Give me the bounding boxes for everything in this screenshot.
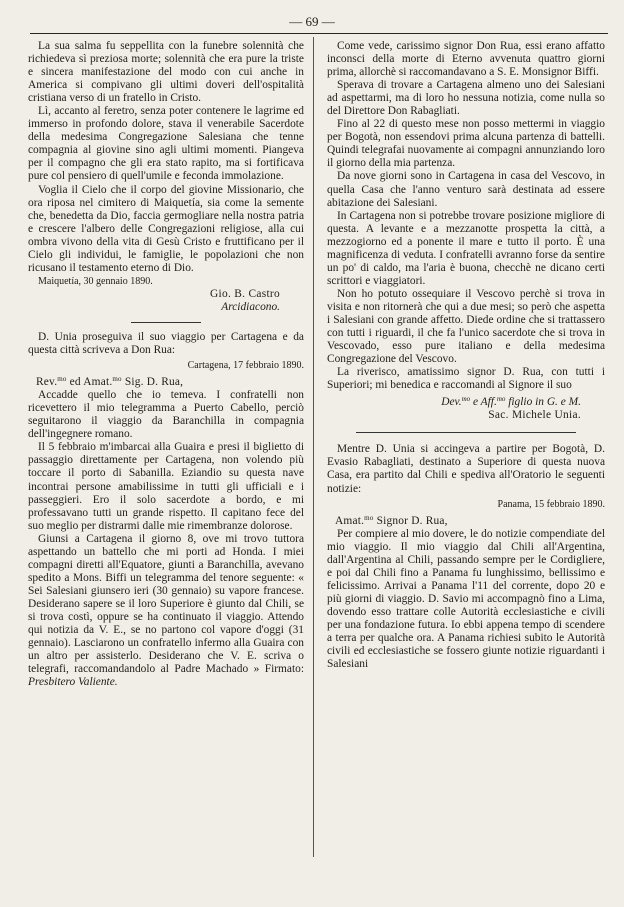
signature-closing: Dev.$^{mo}$ e Aff.$^{mo}$ figlio in G. e M. [441,395,581,409]
signature-name: Sac. Michele Unia. [488,409,581,422]
paragraph: La sua salma fu seppellita con la funebre solennità che richiedeva sì preziosa morte; solennità che era pure la triste e sincera manifestazione del modo con cui anche in America si compivano gli ultimi doveri dell'ospitalità cristiana verso di un fratello in Cristo. [28,40,304,105]
section-separator [131,322,201,323]
page-number: — 69 — [289,14,335,29]
telegram-signature: Presbitero Valiente. [28,676,118,689]
right-column [327,40,605,671]
section-separator [356,432,576,433]
signature-title: Arcidiacono. [221,300,280,313]
paragraph: Da nove giorni sono in Cartagena in casa del Vescovo, in quella Casa che l'anno venturo sarà destinata ad essere abitazione dei Salesiani. [327,170,605,209]
paragraph: Giunsi a Cartagena il giorno 8, ove mi trovo tuttora aspettando un battello che mi porti ad Honda. I miei compagni diretti all'Equatore, giunti a Baranchilla, avevano spedito a Mons. Biffi un telegramma del tenore seguente: « Sei Salesiani giunsero ieri (30 gennaio) su vapore francese. Desiderano sapere se il loro Superiore è giunto dal Chili, se si trova costì, oppure se ha continuato il viaggio. Attendo qui notizia da V. E., se no partono col vapore d'oggi (31 gennaio). Lasciarono un confratello infermo alla Guaira con un altro per assisterlo. Desiderano che V. E. scriva o telegrafi, raccomandandolo al Padre Machado » Firmato: Presbitero Valiente. [28,532,304,689]
paragraph: Il 5 febbraio m'imbarcai alla Guaira e presi il biglietto di passaggio direttamente per Cartagena, non volendo più toccare il porto di Sabanilla. Eziandio su questa nave incontrai persone amabilissime in tutti gli ufficiali e i passeggieri. Ero il solo sacerdote a bordo, e mi professavano tutti un grande rispetto. Il capitano fece del suo meglio per distrarmi dalle mie rimembranze dolorose. [28,441,304,532]
paragraph: Mentre D. Unia si accingeva a partire per Bogotà, D. Evasio Rabagliati, destinato a Superiore di questa nuova Casa, era partito dal Chili e spediva all'Oratorio le seguenti notizie: [327,443,605,495]
letter-salutation: Rev.$^{mo}$ ed Amat.$^{mo}$ Sig. D. Rua, [36,375,184,389]
paragraph: Come vede, carissimo signor Don Rua, essi erano affatto inconsci della morte di Eterno avvenuta quattro giorni prima, allorchè si raccomandavano a S. E. Monsignor Biffi. [327,40,605,79]
paragraph: Per compiere al mio dovere, le do notizie compendiate del mio viaggio. Il mio viaggio dal Chili all'Argentina, dall'Argentina al Chili, passando sempre per le Cordigliere, e poi dal Chili fino a Panama fu lunghissimo, bellissimo e felicissimo. Arrivai a Panama l'11 del corrente, dopo 20 e più giorni di viaggio. D. Savio mi accompagnò fino a Lima, dovendo esso trattare colle Autorità ecclesiastiche e civili per una fondazione futura. Io ebbi appena tempo di scendere a terra per qualche ora. A Panama richiesi subito le Autorità civili ed ecclesiastiche se fossero giunte notizie riguardanti i Salesiani [327,527,605,671]
paragraph: La riverisco, amatissimo signor D. Rua, con tutti i Superiori; mi benedica e raccomandi al Signore il suo [327,366,605,392]
paragraph: Fino al 22 di questo mese non posso mettermi in viaggio per Bogotà, non essendovi prima alcuna partenza di battelli. Quindi telegrafai nuovamente ai compagni annunziando loro il giorno della mia partenza. [327,118,605,170]
paragraph: Non ho potuto ossequiare il Vescovo perchè si trova in visita e non ritornerà che qui a due mesi; so però che aspetta i Salesiani con grande affetto. Diede ordine che si trattassero con tutti i riguardi, il che fa l'unico sacerdote che si trova in Vescovado, esso pure italiano e della medesima Congregazione del Vescovo. [327,287,605,366]
signature-name: Gio. B. Castro [209,287,280,300]
left-column [28,40,304,689]
paragraph: In Cartagena non si potrebbe trovare posizione migliore di questa. A levante e a mezzanotte prospetta la città, a mezzogiorno ed a ponente il mare e tutto il porto. È una magnificenza di veduta. I confratelli avranno forse da sentire un po' di caldo, ma l'aria è buona, checchè ne dicano certi scrittori e viaggiatori. [327,209,605,287]
paragraph: Lì, accanto al feretro, senza poter contenere le lagrime ed immerso in profondo dolore, stava il venerabile Sacerdote della medesima Congregazione Salesiana che tenne compagnia al giovine sino agli ultimi momenti. Piangeva per il compagno che gli era stato rapito, ma si fortificava pure col pensiero di quell'umile e feconda immolazione. [28,105,304,183]
header-rule [30,33,608,34]
paragraph: D. Unia proseguiva il suo viaggio per Cartagena e da questa città scriveva a Don Rua: [28,330,304,357]
paragraph: Accadde quello che io temeva. I confratelli non ricevettero il mio telegramma a Puerto Cabello, perciò seguitarono il viaggio da Baranchilla in compagnia dell'ingegnere romano. [28,389,304,441]
letter-date: Panama, 15 febbraio 1890. [497,498,605,510]
column-divider [313,37,314,857]
paragraph: Sperava di trovare a Cartagena almeno uno dei Salesiani ad aspettarmi, ma di loro ho nessuna notizia, come nulla so del Direttore Don Rabagliati. [327,79,605,118]
letter-date: Maiquetía, 30 gennaio 1890. [38,275,153,287]
letter-date: Cartagena, 17 febbraio 1890. [187,360,304,372]
paragraph: Voglia il Cielo che il corpo del giovine Missionario, che ora riposa nel cimitero di Maiquetía, sia come la semente che, benedetta da Dio, faccia germogliare nella nostra patria e crescere l'albero delle Congregazioni religiose, alla cui ombra vivono della vita di Gesù Cristo e fruttificano per il Cielo gli individui, le famiglie, le popolazioni che non ricusano il testamento eterno di Dio. [28,183,304,274]
letter-salutation: Amat.$^{mo}$ Signor D. Rua, [335,513,448,527]
